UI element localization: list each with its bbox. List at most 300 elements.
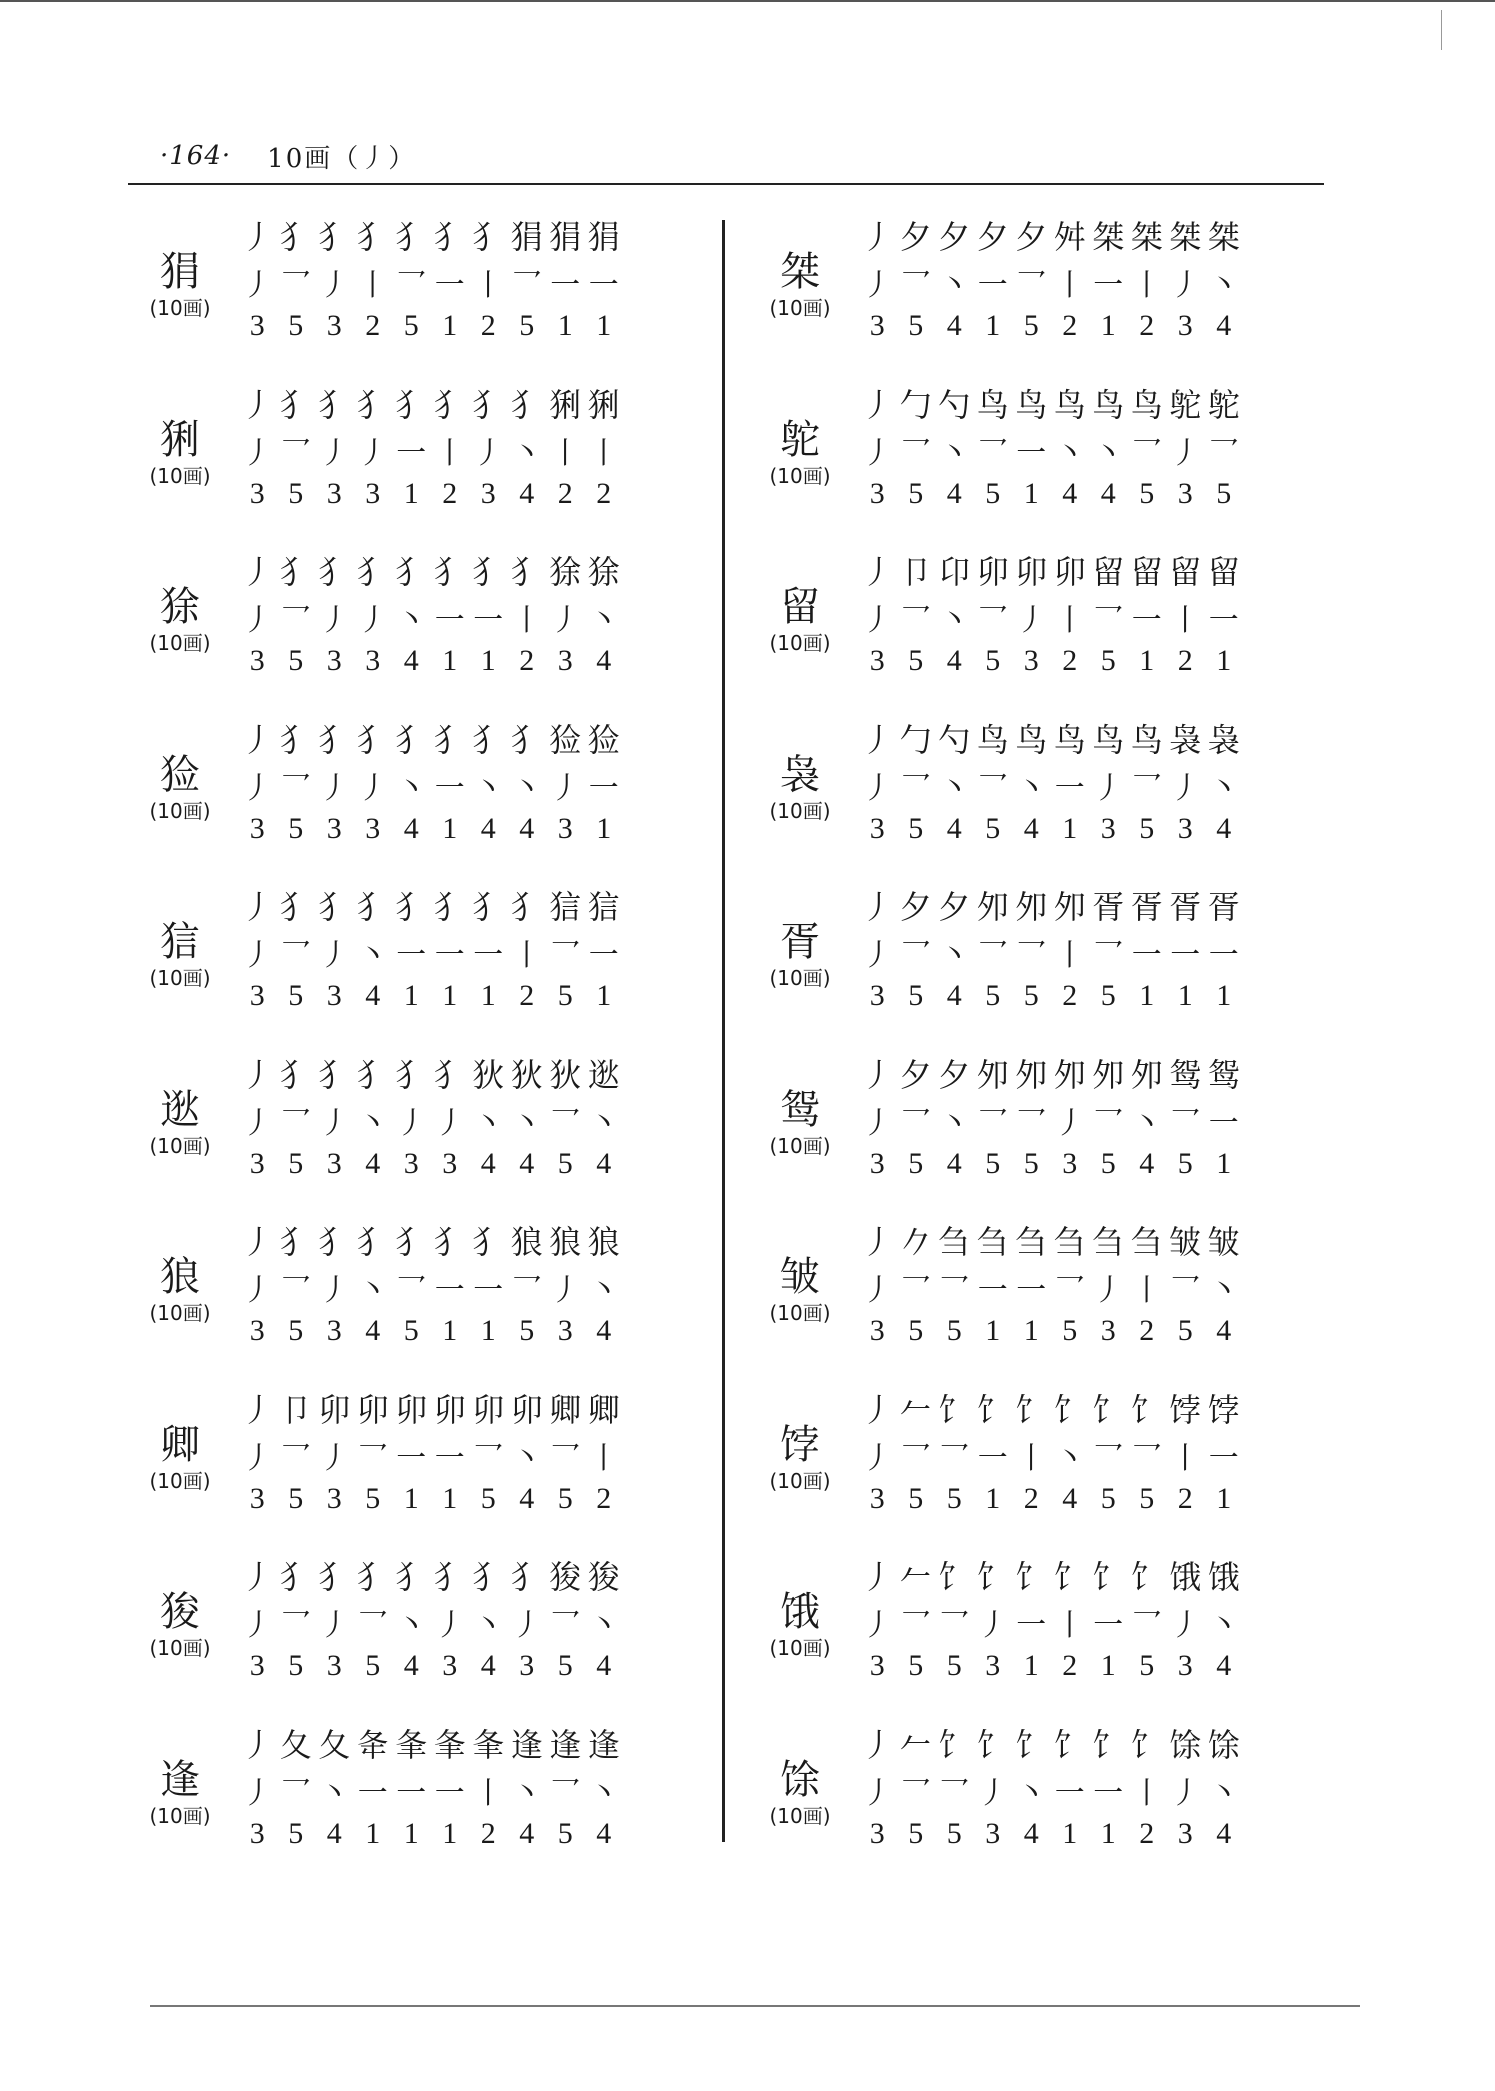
stroke-code: 1	[442, 811, 458, 845]
stroke-shape: 丿	[434, 1608, 465, 1643]
stroke-shape: 丶	[1016, 770, 1047, 806]
stroke-code: 5	[985, 979, 1001, 1012]
stroke-code: 2	[596, 1481, 612, 1515]
stroke-code: 4	[519, 1481, 535, 1515]
stroke-step-glyph: 夘	[1092, 1055, 1125, 1094]
page-number: ·164·	[160, 141, 232, 171]
stroke-code: 3	[480, 476, 496, 510]
stroke-step-glyph: 袅	[1169, 720, 1202, 759]
stroke-shape: 乛	[280, 268, 311, 303]
stroke-shape: 丿	[550, 770, 581, 806]
stroke-code: 1	[1100, 1816, 1116, 1850]
stroke-shape: 乛	[550, 938, 581, 973]
stroke-shape: 丶	[588, 1608, 619, 1643]
header-divider	[128, 183, 1324, 185]
stroke-step-glyph: 桀	[1092, 218, 1125, 256]
stroke-step-glyph: 犭	[279, 385, 312, 424]
stroke-shape: 丶	[357, 1105, 388, 1141]
stroke-step-glyph: 鸟	[1130, 720, 1163, 759]
stroke-order-grid	[858, 545, 1243, 683]
stroke-order-grid	[858, 210, 1243, 348]
stroke-shape: 一	[396, 1775, 427, 1811]
stroke-shape: 丶	[473, 1608, 504, 1643]
stroke-code: 3	[869, 1314, 885, 1347]
stroke-step-glyph: 留	[1092, 553, 1125, 591]
stroke-shape: 丿	[1054, 1105, 1085, 1141]
stroke-code: 5	[908, 644, 924, 677]
stroke-codes-row	[238, 639, 623, 683]
stroke-step-glyph: 夆	[472, 1725, 505, 1764]
stroke-step-glyph: 卿	[549, 1390, 582, 1429]
stroke-shape: 丿	[319, 603, 350, 638]
stroke-step-glyph: 饣	[976, 1725, 1009, 1764]
stroke-step-glyph: 狼	[587, 1223, 620, 1261]
stroke-step-glyph: 犭	[356, 218, 389, 256]
stroke-shape: 丨	[588, 1440, 619, 1476]
stroke-shapes-row	[858, 595, 1243, 639]
stroke-shape: 一	[588, 770, 619, 806]
stroke-code: 4	[403, 644, 419, 677]
stroke-step-glyph: 夕	[938, 888, 971, 926]
stroke-shape: 一	[434, 1273, 465, 1308]
stroke-shape: 丶	[588, 1775, 619, 1811]
stroke-code: 2	[1062, 979, 1078, 1012]
stroke-sequence-row	[858, 545, 1243, 595]
entry-character: 狺	[160, 919, 200, 965]
stroke-step-glyph: 勹	[899, 385, 932, 424]
entry-character: 猁	[160, 416, 200, 463]
stroke-step-glyph: 皱	[1207, 1223, 1240, 1261]
stroke-shape: 丿	[862, 268, 893, 303]
stroke-shape: 丶	[511, 1440, 542, 1476]
stroke-shape: 丿	[242, 1608, 273, 1643]
stroke-codes-row	[858, 472, 1243, 516]
stroke-code: 3	[557, 811, 573, 845]
stroke-order-grid	[858, 1048, 1243, 1186]
stroke-code: 5	[1139, 811, 1155, 845]
stroke-step-glyph: 夂	[279, 1725, 312, 1764]
stroke-code: 5	[908, 1146, 924, 1180]
stroke-codes-row	[238, 807, 623, 851]
stroke-shape: 丶	[939, 435, 970, 471]
stroke-step-glyph: 犭	[472, 218, 505, 256]
stroke-step-glyph: 犭	[472, 720, 505, 759]
entry-stroke-count: (10画)	[149, 1301, 211, 1325]
stroke-shape: 丿	[862, 1608, 893, 1643]
stroke-code: 5	[288, 1816, 304, 1850]
stroke-code: 4	[519, 1816, 535, 1850]
stroke-step-glyph: 留	[1130, 553, 1163, 591]
entry-stroke-count: (10画)	[149, 798, 211, 823]
stroke-step-glyph: 狳	[587, 553, 620, 591]
stroke-code: 2	[1139, 309, 1155, 342]
stroke-step-glyph: 夕	[899, 888, 932, 926]
stroke-code: 5	[1216, 476, 1232, 510]
stroke-step-glyph: 丿	[861, 553, 894, 591]
stroke-shape: 丶	[1131, 1105, 1162, 1141]
stroke-step-glyph: 犭	[318, 218, 351, 256]
stroke-code: 5	[288, 811, 304, 845]
stroke-code: 4	[519, 811, 535, 845]
stroke-step-glyph: 犭	[433, 888, 466, 926]
stroke-code: 3	[326, 1146, 342, 1180]
stroke-step-glyph: 犭	[318, 1055, 351, 1094]
stroke-shape: 乛	[900, 1105, 931, 1141]
stroke-code: 5	[288, 1481, 304, 1515]
stroke-shape: 丿	[977, 1608, 1008, 1643]
stroke-shape: 丿	[357, 603, 388, 638]
stroke-step-glyph: 胥	[1169, 888, 1202, 926]
entry-character: 胥	[780, 919, 820, 965]
stroke-code: 1	[1139, 644, 1155, 677]
stroke-shape: 乛	[1208, 435, 1239, 471]
stroke-shapes-row	[858, 763, 1243, 807]
stroke-code: 5	[1177, 1146, 1193, 1180]
stroke-code: 1	[442, 1314, 458, 1347]
stroke-step-glyph: 刍	[976, 1223, 1009, 1261]
character-entry	[750, 378, 1310, 546]
stroke-shape: 乛	[977, 770, 1008, 806]
stroke-shape: 丿	[242, 268, 273, 303]
stroke-step-glyph: 犭	[472, 385, 505, 424]
stroke-code: 3	[869, 979, 885, 1012]
stroke-shape: 丶	[1208, 770, 1239, 806]
stroke-code: 1	[1023, 476, 1039, 510]
stroke-code: 1	[1100, 309, 1116, 342]
stroke-shape: 丿	[862, 1105, 893, 1141]
stroke-shape: 丿	[319, 1440, 350, 1476]
stroke-sequence-row	[858, 1215, 1243, 1265]
stroke-step-glyph: 犭	[279, 888, 312, 926]
stroke-sequence-row	[858, 880, 1243, 930]
stroke-step-glyph: 卯	[433, 1390, 466, 1429]
stroke-step-glyph: 犭	[395, 1558, 428, 1596]
stroke-shape: 丶	[511, 1105, 542, 1141]
stroke-step-glyph: 犭	[318, 888, 351, 926]
stroke-shape: 丨	[1016, 1440, 1047, 1476]
entry-character: 桀	[780, 249, 820, 295]
stroke-shape: 乛	[473, 1440, 504, 1476]
stroke-shape: 丿	[1093, 1273, 1124, 1308]
stroke-step-glyph: 卯	[395, 1390, 428, 1429]
stroke-code: 3	[869, 476, 885, 510]
stroke-codes-row	[238, 1477, 623, 1521]
stroke-sequence-row	[238, 1383, 623, 1433]
stroke-shape: 丿	[319, 268, 350, 303]
stroke-code: 4	[365, 979, 381, 1012]
stroke-shape: 丶	[588, 1273, 619, 1308]
stroke-shape: 丶	[1054, 435, 1085, 471]
stroke-shape: 乛	[280, 1105, 311, 1141]
entry-character: 饿	[780, 1589, 820, 1635]
stroke-shape: 丶	[357, 938, 388, 973]
stroke-codes-row	[858, 304, 1243, 348]
stroke-step-glyph: 饣	[1092, 1558, 1125, 1596]
stroke-step-glyph: 鸟	[976, 385, 1009, 424]
stroke-step-glyph: 夘	[1130, 1055, 1163, 1094]
stroke-shape: 乛	[939, 1273, 970, 1308]
stroke-codes-row	[238, 1142, 623, 1186]
stroke-sequence-row	[238, 1048, 623, 1098]
stroke-step-glyph: 犭	[356, 720, 389, 759]
stroke-code: 3	[365, 476, 381, 510]
stroke-codes-row	[238, 974, 623, 1018]
stroke-codes-row	[858, 1812, 1243, 1856]
stroke-step-glyph: 饣	[976, 1390, 1009, 1429]
stroke-step-glyph: 卯	[510, 1390, 543, 1429]
stroke-codes-row	[238, 304, 623, 348]
stroke-shape: 一	[434, 268, 465, 303]
stroke-code: 1	[985, 309, 1001, 342]
stroke-step-glyph: 丿	[861, 1558, 894, 1596]
stroke-shape: 乛	[1170, 1273, 1201, 1308]
stroke-code: 5	[288, 1146, 304, 1180]
character-entry	[750, 880, 1310, 1048]
stroke-shape: 丶	[473, 1105, 504, 1141]
stroke-shape: 乛	[1016, 1105, 1047, 1141]
entry-stroke-count: (10画)	[149, 296, 211, 320]
stroke-shape: 丨	[1054, 603, 1085, 638]
stroke-step-glyph: 狄	[549, 1055, 582, 1094]
stroke-code: 1	[403, 1481, 419, 1515]
entry-character: 鸵	[780, 416, 820, 463]
stroke-code: 1	[985, 1314, 1001, 1347]
stroke-shapes-row	[858, 1433, 1243, 1477]
stroke-shape: 一	[1093, 268, 1124, 303]
stroke-step-glyph: 夘	[1053, 888, 1086, 926]
stroke-step-glyph: 胥	[1207, 888, 1240, 926]
stroke-step-glyph: 丿	[241, 385, 274, 424]
stroke-shape: 一	[588, 268, 619, 303]
stroke-sequence-row	[238, 1550, 623, 1600]
stroke-shape: 一	[1208, 938, 1239, 973]
stroke-step-glyph: 饣	[1015, 1558, 1048, 1596]
stroke-code: 5	[908, 811, 924, 845]
stroke-shape: 一	[1054, 770, 1085, 806]
character-entry	[130, 378, 690, 546]
stroke-code: 5	[1139, 1649, 1155, 1682]
stroke-shape: 乛	[1131, 1608, 1162, 1643]
stroke-code: 3	[869, 811, 885, 845]
stroke-code: 5	[908, 1649, 924, 1682]
stroke-code: 2	[365, 309, 381, 342]
stroke-step-glyph: 逢	[549, 1725, 582, 1764]
stroke-shape: 乛	[357, 1440, 388, 1476]
stroke-codes-row	[238, 1812, 623, 1856]
stroke-step-glyph: 狺	[587, 888, 620, 926]
stroke-step-glyph: 犭	[318, 1558, 351, 1596]
stroke-shape: 丿	[1170, 1775, 1201, 1811]
stroke-sequence-row	[858, 378, 1243, 428]
stroke-order-grid	[238, 713, 623, 851]
stroke-code: 5	[519, 1314, 535, 1347]
stroke-step-glyph: 卯	[318, 1390, 351, 1429]
stroke-step-glyph: 犭	[433, 553, 466, 591]
stroke-shape: 一	[1016, 1608, 1047, 1643]
stroke-shapes-row	[238, 930, 623, 974]
stroke-shape: 丿	[862, 1273, 893, 1308]
stroke-step-glyph: 饽	[1207, 1390, 1240, 1429]
stroke-shape: 丿	[242, 1105, 273, 1141]
stroke-step-glyph: 鸟	[1092, 385, 1125, 424]
stroke-shape: 乛	[550, 1105, 581, 1141]
stroke-shape: 丿	[1016, 603, 1047, 638]
stroke-code: 3	[985, 1649, 1001, 1682]
stroke-shape: 乛	[977, 435, 1008, 471]
stroke-code: 4	[1062, 1481, 1078, 1515]
stroke-code: 2	[519, 644, 535, 677]
stroke-step-glyph: 犭	[356, 1055, 389, 1094]
stroke-shape: 丿	[862, 1775, 893, 1811]
stroke-codes-row	[238, 1644, 623, 1688]
stroke-shapes-row	[858, 1768, 1243, 1812]
stroke-shape: 乛	[1131, 770, 1162, 806]
stroke-step-glyph: 猃	[587, 720, 620, 759]
stroke-step-glyph: 鸟	[1015, 385, 1048, 424]
stroke-shape: 一	[434, 603, 465, 638]
stroke-code: 1	[557, 309, 573, 342]
stroke-code: 3	[869, 1481, 885, 1515]
entry-character: 卿	[160, 1421, 200, 1468]
stroke-shape: 乛	[1093, 938, 1124, 973]
stroke-codes-row	[238, 472, 623, 516]
stroke-code: 5	[908, 476, 924, 510]
stroke-shape: 丶	[1208, 1608, 1239, 1643]
stroke-code: 2	[1139, 1816, 1155, 1850]
entry-character: 饽	[780, 1421, 820, 1468]
stroke-step-glyph: 犭	[318, 720, 351, 759]
stroke-code: 5	[557, 1816, 573, 1850]
entry-character: 逢	[160, 1756, 200, 1803]
stroke-code: 4	[1023, 811, 1039, 845]
stroke-code: 5	[288, 1314, 304, 1347]
stroke-step-glyph: 馀	[1207, 1725, 1240, 1764]
entry-stroke-count: (10画)	[149, 966, 211, 990]
entry-character: 馀	[780, 1756, 820, 1803]
stroke-order-grid	[238, 545, 623, 683]
stroke-shape: 一	[1208, 603, 1239, 638]
stroke-code: 4	[596, 644, 612, 677]
stroke-shape: 丨	[511, 603, 542, 638]
stroke-order-grid	[858, 713, 1243, 851]
stroke-code: 5	[946, 1816, 962, 1850]
stroke-shape: 乛	[977, 938, 1008, 973]
stroke-shape: 丿	[319, 435, 350, 471]
stroke-step-glyph: 胥	[1130, 888, 1163, 926]
stroke-code: 4	[1139, 1146, 1155, 1180]
stroke-step-glyph: 丿	[241, 1055, 274, 1094]
stroke-step-glyph: 刍	[1130, 1223, 1163, 1261]
entry-stroke-count: (10画)	[769, 296, 831, 320]
stroke-step-glyph: 丿	[861, 888, 894, 926]
stroke-step-glyph: 犭	[510, 1558, 543, 1596]
stroke-shape: 丨	[473, 1775, 504, 1811]
stroke-code: 4	[1216, 1816, 1232, 1850]
stroke-code: 5	[985, 811, 1001, 845]
stroke-step-glyph: 饣	[1015, 1390, 1048, 1429]
character-entry	[130, 1048, 690, 1216]
stroke-step-glyph: 皱	[1169, 1223, 1202, 1261]
stroke-step-glyph: 𠂉	[899, 1558, 932, 1596]
stroke-code: 4	[1062, 476, 1078, 510]
stroke-shape: 丶	[319, 1775, 350, 1811]
stroke-shape: 丿	[511, 1608, 542, 1643]
stroke-code: 3	[326, 1481, 342, 1515]
entry-stroke-count: (10画)	[149, 1636, 211, 1660]
entry-character: 狻	[160, 1589, 200, 1635]
stroke-code: 3	[249, 1314, 265, 1347]
stroke-code: 4	[596, 1649, 612, 1682]
stroke-step-glyph: 留	[1207, 553, 1240, 591]
stroke-code: 5	[519, 309, 535, 342]
stroke-shape: 乛	[1093, 603, 1124, 638]
stroke-code: 3	[869, 644, 885, 677]
stroke-shape: 丿	[319, 1273, 350, 1308]
stroke-step-glyph: 夆	[433, 1725, 466, 1764]
stroke-shape: 乛	[511, 1273, 542, 1308]
stroke-code: 4	[946, 644, 962, 677]
stroke-codes-row	[858, 807, 1243, 851]
stroke-shape: 一	[473, 603, 504, 638]
character-entry	[130, 1383, 690, 1551]
stroke-step-glyph: 夂	[318, 1725, 351, 1764]
stroke-shape: 一	[1016, 435, 1047, 471]
stroke-step-glyph: 勺	[938, 720, 971, 759]
stroke-step-glyph: 饣	[1130, 1725, 1163, 1764]
stroke-code: 4	[1216, 811, 1232, 845]
stroke-step-glyph: 丿	[241, 1390, 274, 1429]
character-entry	[750, 713, 1310, 881]
stroke-step-glyph: 鸟	[1053, 720, 1086, 759]
stroke-shape: 一	[396, 435, 427, 471]
stroke-code: 2	[1062, 1649, 1078, 1682]
stroke-shape: 丶	[588, 603, 619, 638]
stroke-shape: 丶	[396, 770, 427, 806]
stroke-step-glyph: 卩	[279, 1390, 312, 1429]
stroke-sequence-row	[238, 545, 623, 595]
stroke-sequence-row	[238, 378, 623, 428]
stroke-code: 4	[946, 309, 962, 342]
stroke-step-glyph: 犭	[279, 1223, 312, 1261]
stroke-step-glyph: 犭	[510, 385, 543, 424]
stroke-step-glyph: 卩	[899, 553, 932, 591]
stroke-code: 3	[442, 1146, 458, 1180]
entry-stroke-count: (10画)	[769, 966, 831, 990]
stroke-code: 1	[442, 979, 458, 1012]
stroke-code: 4	[1023, 1816, 1039, 1850]
stroke-shape: 乛	[900, 1608, 931, 1643]
stroke-code: 1	[442, 644, 458, 677]
stroke-code: 5	[985, 476, 1001, 510]
stroke-code: 5	[946, 1314, 962, 1347]
stroke-shape: 丿	[242, 1775, 273, 1811]
stroke-step-glyph: 犭	[433, 218, 466, 256]
stroke-step-glyph: 狷	[510, 218, 543, 256]
stroke-step-glyph: 饣	[938, 1725, 971, 1764]
stroke-order-grid	[238, 1048, 623, 1186]
stroke-step-glyph: 丿	[861, 218, 894, 256]
stroke-shape: 乛	[550, 1775, 581, 1811]
stroke-code: 5	[946, 1649, 962, 1682]
stroke-code: 5	[908, 1314, 924, 1347]
stroke-step-glyph: 犭	[356, 888, 389, 926]
stroke-step-glyph: 饣	[976, 1558, 1009, 1596]
character-entry	[750, 210, 1310, 378]
stroke-code: 1	[480, 644, 496, 677]
stroke-code: 3	[249, 1481, 265, 1515]
stroke-code: 1	[1062, 1816, 1078, 1850]
stroke-code: 1	[1023, 1314, 1039, 1347]
